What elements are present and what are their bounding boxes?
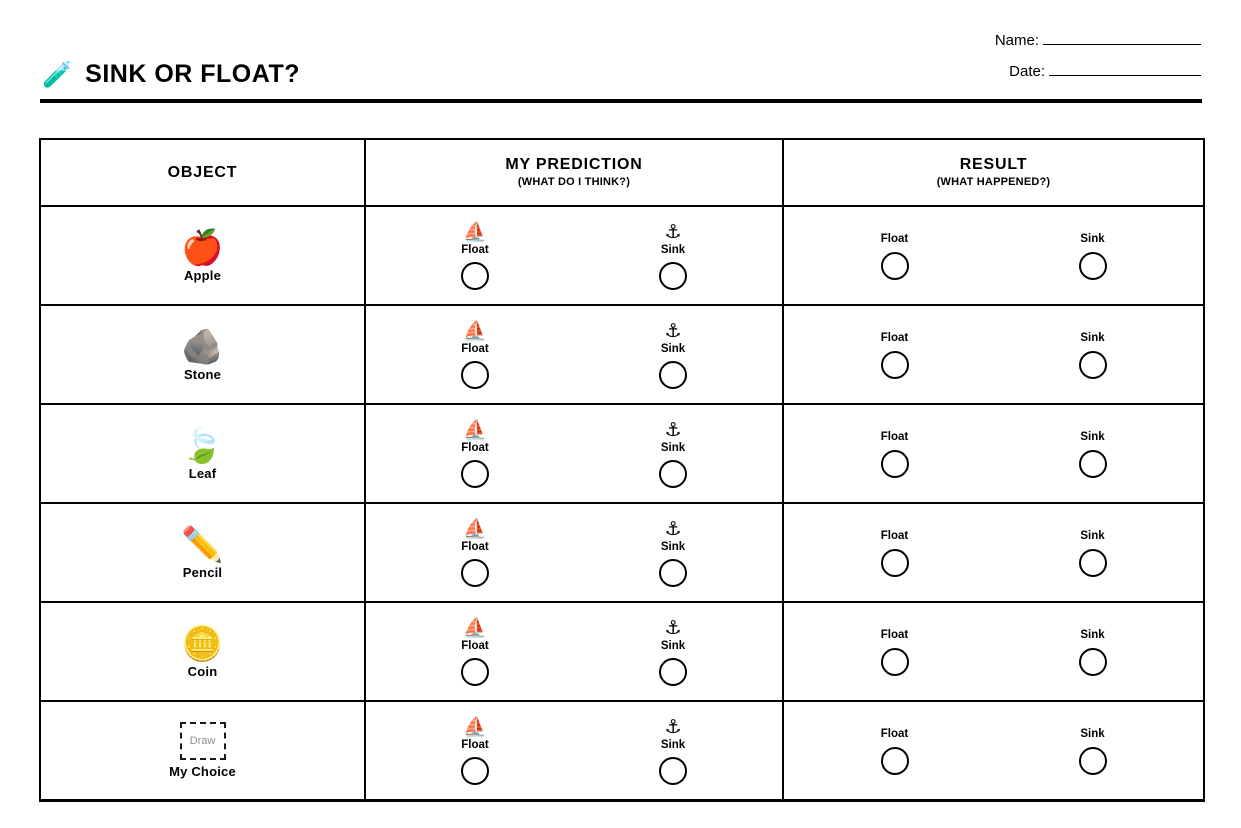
result-sink-option[interactable] xyxy=(1047,628,1139,676)
prediction-sink-label: Sink xyxy=(660,738,686,751)
prediction-float-option[interactable] xyxy=(429,222,521,290)
anchor-icon: ⚓ xyxy=(664,220,682,243)
prediction-cell xyxy=(365,701,783,801)
object-content xyxy=(41,603,364,700)
object-content xyxy=(41,306,364,403)
prediction-options xyxy=(366,702,782,799)
column-header-object xyxy=(40,139,365,206)
result-float-option[interactable] xyxy=(849,331,941,379)
result-float-option[interactable] xyxy=(849,430,941,478)
prediction-options xyxy=(366,306,782,403)
name-label: Name: xyxy=(994,32,1039,49)
object-label: Stone xyxy=(183,366,222,382)
result-sink-label: Sink xyxy=(1080,331,1105,344)
object-label: Coin xyxy=(187,663,218,679)
result-float-bubble[interactable] xyxy=(881,549,909,577)
result-sink-bubble[interactable] xyxy=(1079,648,1107,676)
object-label: My Choice xyxy=(169,764,236,779)
result-float-label: Float xyxy=(880,331,909,344)
prediction-float-option[interactable] xyxy=(429,618,521,686)
prediction-sink-option[interactable] xyxy=(627,222,719,290)
prediction-float-bubble[interactable] xyxy=(461,262,489,290)
result-float-option[interactable] xyxy=(849,727,941,775)
object-cell xyxy=(40,404,365,503)
object-cell xyxy=(40,602,365,701)
result-sink-bubble[interactable] xyxy=(1079,252,1107,280)
prediction-float-label: Float xyxy=(461,738,489,751)
prediction-sink-option[interactable] xyxy=(627,717,719,785)
prediction-cell xyxy=(365,206,783,305)
prediction-sink-label: Sink xyxy=(660,243,686,256)
result-options xyxy=(784,207,1203,304)
object-cell xyxy=(40,503,365,602)
rock-icon: 🪨 xyxy=(181,326,224,367)
prediction-float-bubble[interactable] xyxy=(461,361,489,389)
object-content xyxy=(41,504,364,601)
sailboat-icon: ⛵ xyxy=(463,418,487,441)
prediction-float-bubble[interactable] xyxy=(461,460,489,488)
anchor-icon: ⚓ xyxy=(664,517,682,540)
draw-box-icon[interactable] xyxy=(180,722,226,760)
prediction-sink-label: Sink xyxy=(660,342,686,355)
object-cell xyxy=(40,305,365,404)
prediction-sink-bubble[interactable] xyxy=(659,658,687,686)
table-row xyxy=(40,305,1204,404)
page-title xyxy=(42,62,300,87)
column-header-result-title: RESULT xyxy=(959,156,1028,174)
prediction-sink-label: Sink xyxy=(660,540,686,553)
result-sink-option[interactable] xyxy=(1047,331,1139,379)
result-float-label: Float xyxy=(880,232,909,245)
name-field-row xyxy=(901,32,1201,49)
table-row xyxy=(40,404,1204,503)
prediction-float-option[interactable] xyxy=(429,321,521,389)
object-label: Apple xyxy=(183,267,222,283)
anchor-icon: ⚓ xyxy=(664,418,682,441)
object-content xyxy=(41,702,364,799)
draw-box-label: Draw xyxy=(189,735,216,747)
sheet-header xyxy=(0,0,1241,112)
page-title-text: SINK OR FLOAT? xyxy=(85,60,300,88)
result-cell xyxy=(783,701,1204,801)
result-float-label: Float xyxy=(880,628,909,641)
result-sink-label: Sink xyxy=(1080,430,1105,443)
result-options xyxy=(784,405,1203,502)
result-float-bubble[interactable] xyxy=(881,747,909,775)
coin-icon: 🪙 xyxy=(181,623,224,664)
table-row xyxy=(40,206,1204,305)
object-label: Pencil xyxy=(182,564,223,580)
prediction-sink-option[interactable] xyxy=(627,618,719,686)
prediction-sink-label: Sink xyxy=(660,639,686,652)
result-sink-option[interactable] xyxy=(1047,529,1139,577)
result-cell xyxy=(783,206,1204,305)
sailboat-icon: ⛵ xyxy=(463,715,487,738)
prediction-float-bubble[interactable] xyxy=(461,559,489,587)
anchor-icon: ⚓ xyxy=(664,715,682,738)
prediction-options xyxy=(366,207,782,304)
prediction-float-option[interactable] xyxy=(429,420,521,488)
prediction-float-option[interactable] xyxy=(429,717,521,785)
result-sink-bubble[interactable] xyxy=(1079,450,1107,478)
prediction-sink-bubble[interactable] xyxy=(659,361,687,389)
table-body xyxy=(40,206,1204,801)
prediction-options xyxy=(366,405,782,502)
sailboat-icon: ⛵ xyxy=(463,616,487,639)
date-label: Date: xyxy=(1009,63,1045,80)
result-sink-bubble[interactable] xyxy=(1079,351,1107,379)
object-cell xyxy=(40,701,365,801)
column-header-prediction-subtitle: (WHAT DO I THINK?) xyxy=(517,176,631,189)
prediction-float-label: Float xyxy=(461,441,489,454)
result-sink-bubble[interactable] xyxy=(1079,747,1107,775)
table-row xyxy=(40,503,1204,602)
result-options xyxy=(784,603,1203,700)
object-content xyxy=(41,405,364,502)
anchor-icon: ⚓ xyxy=(664,319,682,342)
prediction-sink-option[interactable] xyxy=(627,420,719,488)
test-tube-icon: 🧪 xyxy=(42,60,74,89)
prediction-sink-bubble[interactable] xyxy=(659,460,687,488)
result-cell xyxy=(783,404,1204,503)
object-label: Leaf xyxy=(188,465,217,481)
result-sink-bubble[interactable] xyxy=(1079,549,1107,577)
prediction-sink-bubble[interactable] xyxy=(659,262,687,290)
object-cell xyxy=(40,206,365,305)
prediction-cell xyxy=(365,602,783,701)
result-sink-label: Sink xyxy=(1080,529,1105,542)
result-options xyxy=(784,702,1203,799)
result-float-bubble[interactable] xyxy=(881,648,909,676)
column-header-prediction-title: MY PREDICTION xyxy=(505,156,643,174)
name-input-line[interactable] xyxy=(1043,44,1201,45)
result-options xyxy=(784,306,1203,403)
leaf-icon: 🍃 xyxy=(181,425,224,466)
result-float-label: Float xyxy=(880,430,909,443)
result-float-label: Float xyxy=(880,529,909,542)
table-header-row xyxy=(40,139,1204,206)
prediction-cell xyxy=(365,503,783,602)
prediction-options xyxy=(366,504,782,601)
result-sink-label: Sink xyxy=(1080,232,1105,245)
result-float-bubble[interactable] xyxy=(881,450,909,478)
sailboat-icon: ⛵ xyxy=(463,517,487,540)
result-float-label: Float xyxy=(880,727,909,740)
prediction-float-option[interactable] xyxy=(429,519,521,587)
result-float-option[interactable] xyxy=(849,628,941,676)
prediction-options xyxy=(366,603,782,700)
table-row xyxy=(40,602,1204,701)
prediction-float-bubble[interactable] xyxy=(461,757,489,785)
apple-icon: 🍎 xyxy=(181,227,224,268)
prediction-sink-bubble[interactable] xyxy=(659,559,687,587)
column-header-object-title: OBJECT xyxy=(167,163,238,181)
prediction-float-bubble[interactable] xyxy=(461,658,489,686)
prediction-float-label: Float xyxy=(461,540,489,553)
sailboat-icon: ⛵ xyxy=(463,319,487,342)
prediction-cell xyxy=(365,404,783,503)
column-header-result-subtitle: (WHAT HAPPENED?) xyxy=(936,176,1051,189)
result-sink-label: Sink xyxy=(1080,727,1105,740)
table-row xyxy=(40,701,1204,801)
result-cell xyxy=(783,602,1204,701)
name-date-block xyxy=(901,32,1201,94)
result-float-bubble[interactable] xyxy=(881,252,909,280)
prediction-sink-bubble[interactable] xyxy=(659,757,687,785)
result-float-option[interactable] xyxy=(849,529,941,577)
result-float-option[interactable] xyxy=(849,232,941,280)
result-float-bubble[interactable] xyxy=(881,351,909,379)
prediction-sink-option[interactable] xyxy=(627,519,719,587)
result-cell xyxy=(783,305,1204,404)
prediction-sink-option[interactable] xyxy=(627,321,719,389)
column-header-prediction xyxy=(365,139,783,206)
pencil-icon: ✏️ xyxy=(181,524,224,565)
date-input-line[interactable] xyxy=(1049,75,1201,76)
anchor-icon: ⚓ xyxy=(664,616,682,639)
result-options xyxy=(784,504,1203,601)
sailboat-icon: ⛵ xyxy=(463,220,487,243)
prediction-float-label: Float xyxy=(461,342,489,355)
result-cell xyxy=(783,503,1204,602)
result-sink-option[interactable] xyxy=(1047,727,1139,775)
header-divider xyxy=(40,99,1202,103)
result-sink-option[interactable] xyxy=(1047,232,1139,280)
result-sink-label: Sink xyxy=(1080,628,1105,641)
prediction-cell xyxy=(365,305,783,404)
column-header-result xyxy=(783,139,1204,206)
prediction-float-label: Float xyxy=(461,639,489,652)
result-sink-option[interactable] xyxy=(1047,430,1139,478)
sink-or-float-table xyxy=(39,138,1205,802)
prediction-sink-label: Sink xyxy=(660,441,686,454)
object-content xyxy=(41,207,364,304)
date-field-row xyxy=(901,63,1201,80)
prediction-float-label: Float xyxy=(461,243,489,256)
